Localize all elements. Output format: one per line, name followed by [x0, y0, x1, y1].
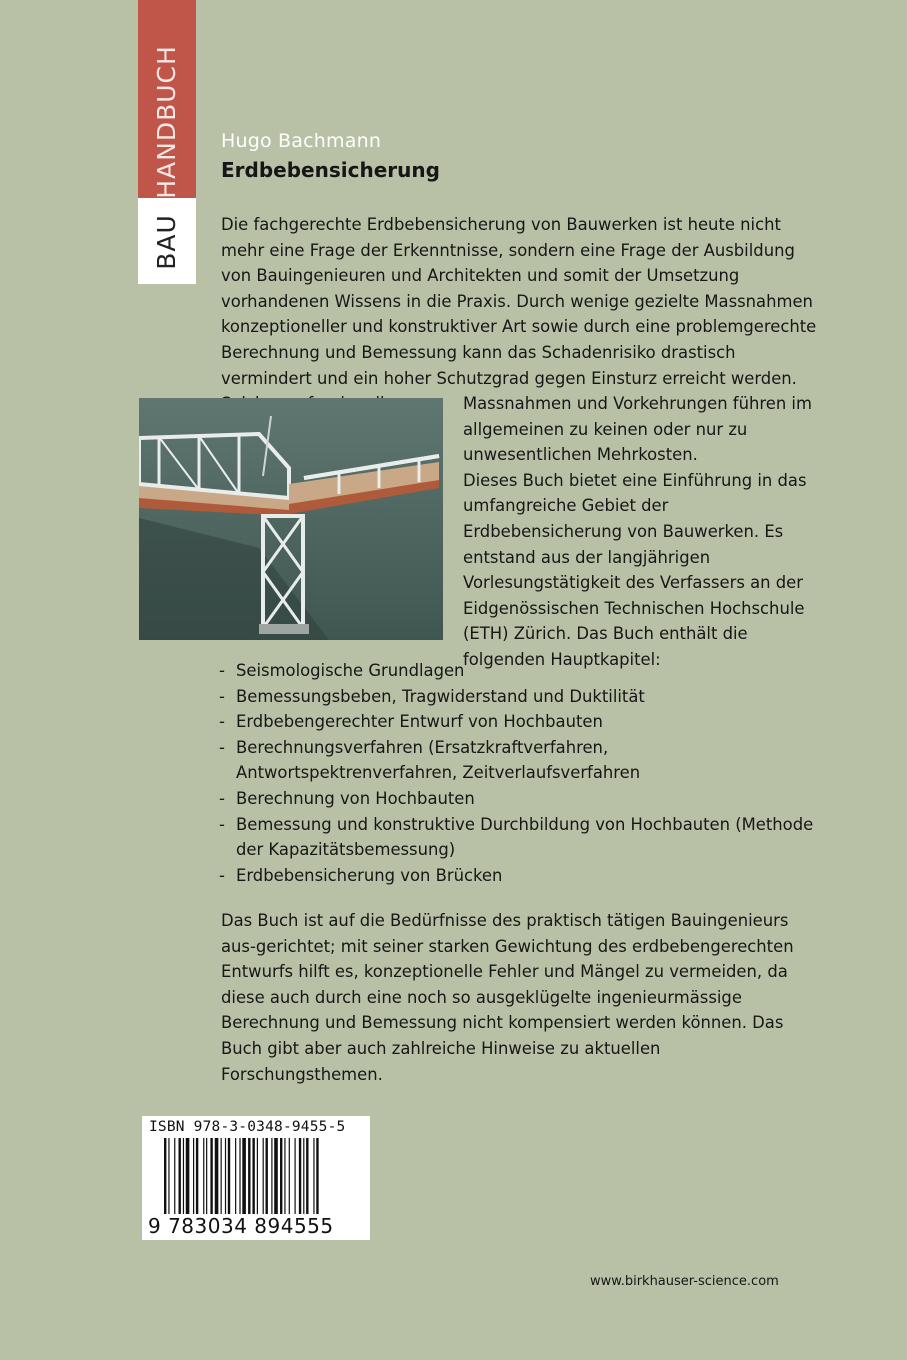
publisher-url: www.birkhauser-science.com: [590, 1274, 779, 1289]
isbn-digits: 9 783034 894555: [148, 1214, 334, 1238]
bridge-collapse-image: [139, 398, 443, 640]
chapter-item: - Bemessung und konstruktive Durchbildung von Hochbauten (Methode der Kapazitätsbemessung): [219, 812, 829, 863]
closing-paragraph: Das Buch ist auf die Bedürfnisse des praktisch tätigen Bauingenieurs aus-gerichtet; mit seiner starken Gewichtung des erdbebengerechten Entwurfs hilft es, konzeptionelle Fehler und Mängel zu vermeiden, da diese auch durch eine noch so ausgeklügelte ingenieurmässige Berechnung und Bemessung nicht kompensiert werden können. Das Buch gibt aber auch zahlreiche Hinweise zu aktuellen Forschungsthemen.: [221, 911, 794, 1084]
series-label-bau: BAU: [152, 214, 181, 270]
chapter-item: - Bemessungsbeben, Tragwiderstand und Duktilität: [219, 684, 829, 710]
book-title: Erdbebensicherung: [221, 158, 440, 182]
isbn-barcode-box: [142, 1116, 370, 1240]
chapter-item: - Erdbebensicherung von Brücken: [219, 863, 829, 889]
isbn-label: ISBN 978-3-0348-9455-5: [149, 1119, 346, 1135]
right-paragraph-2: Dieses Buch bietet eine Einführung in das umfangreiche Gebiet der Erdbebensicherung von Bauwerken. Es entstand aus der langjährigen Vorlesungstätigkeit des Verfassers an der Eidgenössischen Technischen Hochschule (ETH) Zürich. Das Buch enthält die folgenden Hauptkapitel:: [463, 470, 807, 669]
right-paragraph-1: Massnahmen und Vorkehrungen führen im allgemeinen zu keinen oder nur zu unwesentlichen Mehrkosten.: [463, 394, 812, 465]
chapter-item: - Erdbebengerechter Entwurf von Hochbauten: [219, 709, 829, 735]
intro-paragraph: Die fachgerechte Erdbebensicherung von Bauwerken ist heute nicht mehr eine Frage der Erkenntnisse, sondern eine Frage der Ausbildung von Bauingenieuren und Architekten und somit der Umsetzung vorhandenen Wissens in die Praxis. Durch wenige gezielte Massnahmen konzeptioneller und konstruktiver Art sowie durch eine problemgerechte Berechnung und Bemessung kann das Schadenrisiko drastisch vermindert und ein hoher Schutzgrad gegen Einsturz erreicht werden.: [221, 215, 817, 388]
author-name: Hugo Bachmann: [221, 130, 382, 152]
right-column-text: [463, 391, 823, 673]
bridge-photo: [139, 398, 443, 640]
chapter-item: - Berechnungsverfahren (Ersatzkraftverfahren, Antwortspektrenverfahren, Zeitverlaufsverfahren: [219, 735, 829, 786]
chapter-item: - Berechnung von Hochbauten: [219, 786, 829, 812]
chapter-list: [219, 658, 829, 888]
series-label-handbuch: HANDBUCH: [152, 45, 181, 199]
chapter-item: - Seismologische Grundlagen: [219, 658, 829, 684]
